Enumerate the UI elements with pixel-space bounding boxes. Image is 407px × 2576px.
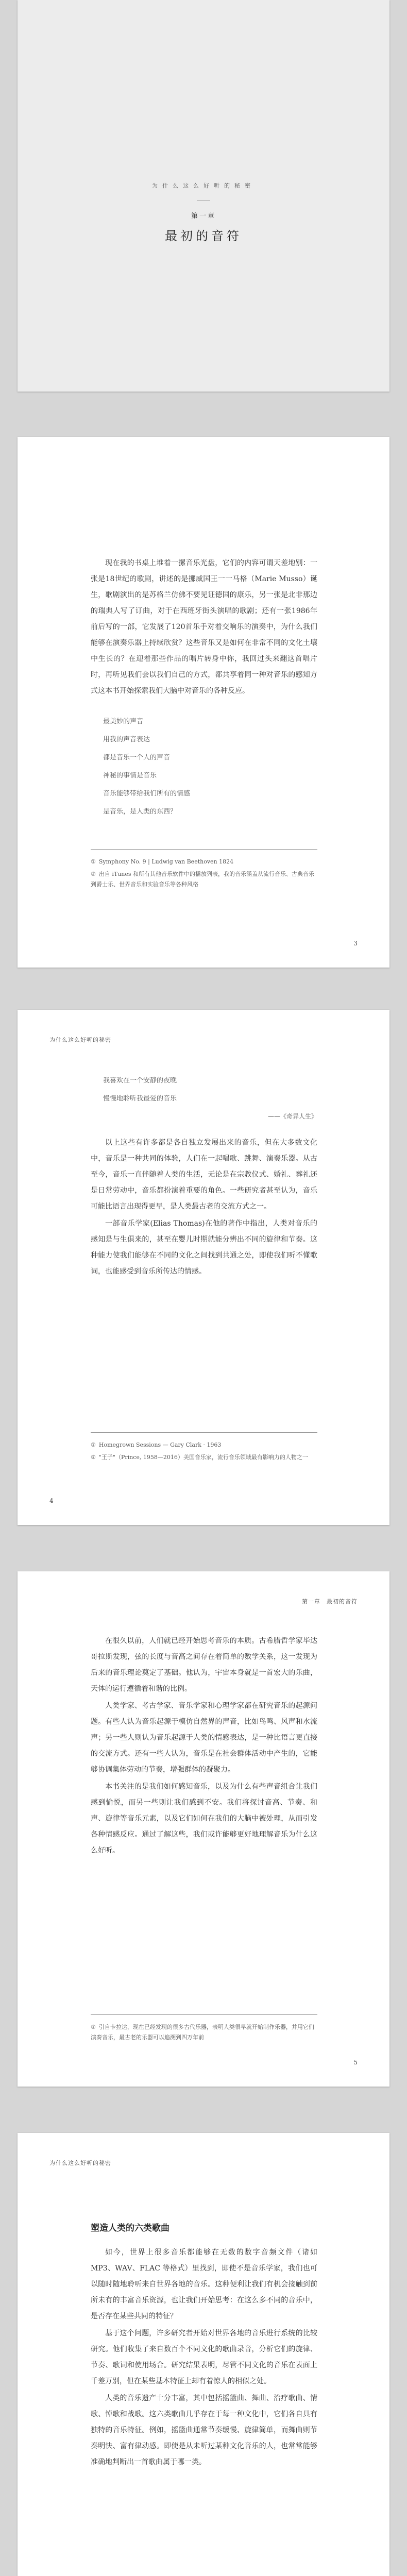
quote-block [91, 713, 317, 821]
page-5 [18, 2133, 389, 2576]
paragraph: 人类学家、考古学家、音乐学家和心理学家都在研究音乐的起源问题。有些人认为音乐起源于模仿自然界的声音，比如鸟鸣、风声和水流声；另一些人则认为音乐起源于人类的情感表达，是一种比语言更直接的交流方式。还有一些人认为，音乐是在社会群体活动中产生的，它能够协调集体劳动的节奏，增强群体的凝聚力。 [91, 1702, 317, 1774]
paragraph: 现在我的书桌上堆着一摞音乐光盘，它们的内容可谓天差地别：一张是18世纪的歌剧，讲述的是挪威国王一一马格（Marie Musso）诞生，歌剧演出的是苏格兰仿佛不要见证德国的康乐，另一张是北非那边的瑞典人写了订曲，对于在西班牙街头演唱的歌剧；还有一张1986年前后写的一部，它发展了120首乐手对着交响乐的演奏中，为什么我们能够在演奏乐器上持续欣赏？这些音乐又是如何在非常不同的文化土壤中生长的？在迎着那些作品的唱片转身中你，我回过头来翻这首唱片时，再听见我们会以我们自己的方式，都共享着同一种对音乐的感知方式这本书开始探索我们大脑中对音乐的各种反应。 [91, 559, 317, 695]
page-number: 5 [353, 2059, 358, 2066]
footnote: ② 出自 iTunes 和所有其他音乐软件中的播放列表，我的音乐涵盖从流行音乐、古典音乐到爵士乐、世界音乐和实验音乐等各种风格 [91, 871, 315, 888]
section-heading: 塑造人类的六类歌曲 [91, 2223, 169, 2233]
footnotes [91, 849, 317, 892]
chapter-opener-page [18, 0, 389, 392]
page-number: 3 [353, 940, 358, 947]
quote-line: 最美妙的声音 [103, 718, 144, 725]
chapter-label: 第一章 [191, 212, 216, 220]
quote-line: 我喜欢在一个安静的夜晚 [103, 1077, 177, 1084]
quote-line: 慢慢地聆听我最爱的音乐 [103, 1095, 177, 1103]
main-text [91, 555, 317, 821]
footnote: ① 引自卡拉达，现在已经发现的很多古代乐器，表明人类很早就开始制作乐器，并用它们演奏音乐，最古老的乐器可以追溯到四万年前 [91, 2024, 314, 2041]
quote-line: 用我的声音表达 [103, 736, 150, 743]
running-head: 为什么这么好听的秘密 [49, 1037, 111, 1043]
quote-line: 都是音乐一个人的声音 [103, 754, 171, 761]
quote-attribution: ——《奇异人生》 [267, 1113, 317, 1120]
chapter-title: 最初的音符 [165, 229, 242, 243]
paragraph: 基于这个问题，许多研究者开始对世界各地的音乐进行系统的比较研究。他们收集了来自数百个不同文化的歌曲录音，分析它们的旋律、节奏、歌词和使用场合。研究结果表明，尽管不同文化的音乐在表面上千差万别，但在某些基本特征上却有着惊人的相似之处。 [91, 2329, 317, 2385]
paragraph: 一部音乐学家(Elias Thomas)在他的著作中指出，人类对音乐的感知是与生俱来的，甚至在婴儿时期就能分辨出不同的旋律和节奏。这种能力使我们能够在不同的文化之间找到共通之处，即使我们听不懂歌词，也能感受到音乐所传达的情感。 [91, 1219, 317, 1276]
paragraph: 在很久以前，人们就已经开始思考音乐的本质。古希腊哲学家毕达哥拉斯发现，弦的长度与音高之间存在着简单的数学关系，这一发现为后来的音乐理论奠定了基础。他认为，宇宙本身就是一首宏大的乐曲，天体的运行遵循着和谐的比例。 [91, 1637, 317, 1693]
page-2 [18, 437, 389, 968]
main-text [91, 2221, 317, 2471]
page-3 [18, 1010, 389, 1525]
quote-line: 神秘的事情是音乐 [103, 772, 157, 779]
paragraph: 如今，世界上很多音乐都能够在无数的数字音频文件（诸如 MP3、WAV、FLAC 等格式）里找到，即使不是音乐学家，我们也可以随时随地聆听来自世界各地的音乐。这种便利让我们有机会接触到前所未有的丰富音乐资源，也让我们开始思考：在这么多不同的音乐中，是否存在某些共同的特征？ [91, 2248, 317, 2320]
footnote: ① Homegrown Sessions — Gary Clark · 1963 [91, 1442, 222, 1448]
footnote: ① Symphony No. 9 | Ludwig van Beethoven 1824 [91, 858, 234, 865]
footnotes [91, 2014, 317, 2045]
running-head: 为什么这么好听的秘密 [49, 2160, 111, 2166]
main-text [91, 1072, 317, 1281]
quote-line: 是音乐，是人类的东西？ [103, 808, 177, 816]
paragraph: 人类的音乐遗产十分丰富，其中包括摇篮曲、舞曲、治疗歌曲、情歌、悼歌和战歌。这六类歌曲几乎存在于每一种文化中，它们各自具有独特的音乐特征。例如，摇篮曲通常节奏缓慢、旋律简单，而舞曲则节奏明快、富有律动感。即使是从未听过某种文化音乐的人，也常常能够准确地判断出一首歌曲属于哪一类。 [91, 2394, 317, 2466]
page-number: 4 [49, 1497, 54, 1504]
page-4 [18, 1571, 389, 2087]
quote-line: 音乐能够带给我们所有的情感 [103, 790, 191, 798]
running-head: 第一章 最初的音符 [302, 1598, 358, 1605]
paragraph: 本书关注的是我们如何感知音乐，以及为什么有些声音组合让我们感到愉悦，而另一些则让我们感到不安。我们将探讨音高、节奏、和声、旋律等音乐元素，以及它们如何在我们的大脑中被处理，从而引发各种情感反应。通过了解这些，我们或许能够更好地理解音乐为什么这么好听。 [91, 1783, 317, 1855]
footnotes [91, 1432, 317, 1465]
main-text [91, 1633, 317, 1860]
series-title: 为什么这么好听的秘密 [152, 182, 255, 189]
footnote: ② "王子"（Prince, 1958—2016）美国音乐家，流行音乐领域最有影响力的人物之一 [91, 1454, 308, 1461]
paragraph: 以上这些有许多都是各自独立发展出来的音乐，但在大多数文化中，音乐是一种共同的体验，人们在一起唱歌、跳舞、演奏乐器。从古至今，音乐一直伴随着人类的生活，无论是在宗教仪式、婚礼、葬礼还是日常劳动中，音乐都扮演着重要的角色。一些研究者甚至认为，音乐可能比语言出现得更早，是人类最古老的交流方式之一。 [91, 1139, 317, 1211]
